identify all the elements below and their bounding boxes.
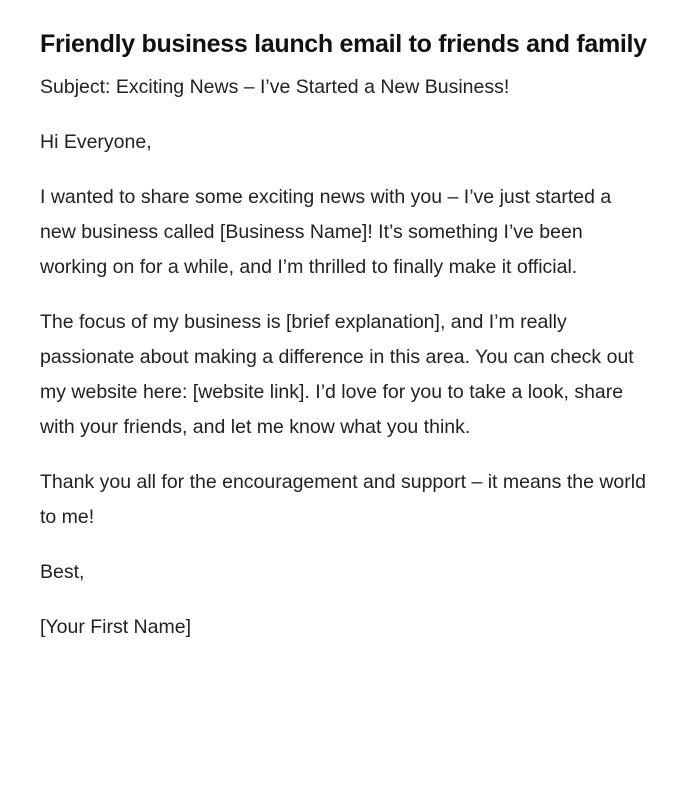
email-paragraph: I wanted to share some exciting news with you – I’ve just started a new business called [Business Name]! It’s something I’ve been working on for a while, and I’m thrilled to finally make it official. <box>40 186 612 278</box>
email-signoff: Best, <box>40 561 85 583</box>
email-paragraph: The focus of my business is [brief explanation], and I’m really passionate about making a difference in this area. You can check out my website here: [website link]. I’d love for you to take a look, share with your friends, and let me know what you think. <box>40 311 634 438</box>
page-title: Friendly business launch email to friends and family <box>40 30 647 58</box>
email-greeting: Hi Everyone, <box>40 131 152 153</box>
email-signature: [Your First Name] <box>40 616 191 638</box>
email-paragraph: Thank you all for the encouragement and support – it means the world to me! <box>40 471 646 528</box>
email-subject: Subject: Exciting News – I’ve Started a New Business! <box>40 76 510 98</box>
